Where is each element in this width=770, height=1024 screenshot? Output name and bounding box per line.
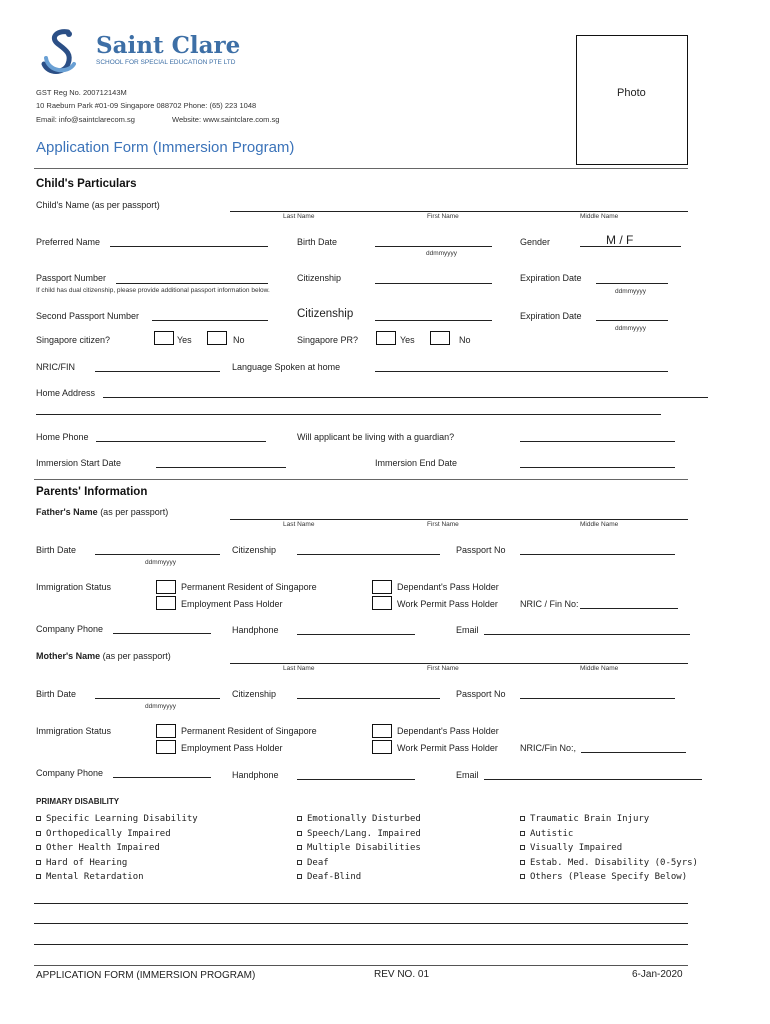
- father-as-per-passport: (as per passport): [100, 507, 169, 517]
- birth-date-label: Birth Date: [297, 237, 338, 247]
- mother-birth-format: ddmmyyyy: [145, 703, 177, 710]
- nric-label: NRIC/FIN: [36, 362, 75, 372]
- citizenship-field[interactable]: [375, 283, 492, 284]
- second-expiration-field[interactable]: [596, 320, 668, 321]
- mother-email-label: Email: [456, 770, 479, 780]
- school-website: Website: www.saintclare.com.sg: [172, 115, 280, 124]
- photo-label: Photo: [617, 87, 646, 99]
- mother-name-bold: Mother's Name: [36, 651, 101, 661]
- mother-as-per-passport: (as per passport): [102, 651, 171, 661]
- disability-col-3: [520, 814, 698, 887]
- home-phone-label: Home Phone: [36, 432, 89, 442]
- father-dp-label: Dependant's Pass Holder: [397, 582, 499, 592]
- father-name-bold: Father's Name: [36, 507, 98, 517]
- specify-line-2[interactable]: [34, 923, 688, 924]
- mother-passport-field[interactable]: [520, 698, 675, 699]
- father-birth-format: ddmmyyyy: [145, 559, 177, 566]
- footer-form-name: APPLICATION FORM (IMMERSION PROGRAM): [36, 970, 256, 981]
- mother-name-field[interactable]: [230, 663, 688, 664]
- school-address: 10 Raeburn Park #01-09 Singapore 088702 Phone: (65) 223 1048: [36, 101, 257, 110]
- checkbox-icon: [520, 831, 525, 836]
- father-citizenship-field[interactable]: [297, 554, 440, 555]
- checkbox-icon: [297, 816, 302, 821]
- last-name-sublabel: Last Name: [283, 213, 315, 220]
- disability-option[interactable]: [36, 843, 198, 858]
- gst-number: GST Reg No. 200712143M: [36, 88, 127, 97]
- checkbox-icon: [520, 816, 525, 821]
- disability-label: Orthopedically Impaired: [46, 828, 171, 839]
- disability-label: Other Health Impaired: [46, 843, 160, 854]
- sg-citizen-no-label: No: [233, 335, 245, 345]
- father-wp-checkbox[interactable]: [372, 596, 392, 610]
- end-date-label: Immersion End Date: [375, 458, 458, 468]
- disability-option[interactable]: [297, 814, 421, 829]
- start-date-field[interactable]: [156, 467, 286, 468]
- second-expiration-format: ddmmyyyy: [615, 325, 647, 332]
- disability-option[interactable]: [520, 843, 698, 858]
- preferred-name-field[interactable]: [110, 246, 268, 247]
- disability-label: Autistic: [530, 828, 574, 839]
- second-citizenship-label: Citizenship: [297, 308, 354, 320]
- father-nric-label: NRIC / Fin No:: [520, 599, 579, 609]
- disability-label: Deaf-Blind: [307, 872, 362, 883]
- sg-citizen-yes-checkbox[interactable]: [154, 331, 174, 345]
- father-company-phone-field[interactable]: [113, 633, 211, 634]
- father-passport-field[interactable]: [520, 554, 675, 555]
- disability-title: PRIMARY DISABILITY: [36, 797, 120, 806]
- disability-col-1: [36, 814, 198, 887]
- child-section-title: Child's Particulars: [36, 178, 137, 190]
- end-date-field[interactable]: [520, 467, 675, 468]
- father-handphone-field[interactable]: [297, 634, 415, 635]
- checkbox-icon: [297, 831, 302, 836]
- disability-label: Visually Impaired: [530, 843, 623, 854]
- middle-name-sublabel: Middle Name: [580, 213, 619, 220]
- specify-line-3[interactable]: [34, 944, 688, 945]
- second-expiration-label: Expiration Date: [520, 311, 582, 321]
- expiration-date-format: ddmmyyyy: [615, 288, 647, 295]
- disability-col-2: [297, 814, 421, 887]
- checkbox-icon: [297, 860, 302, 865]
- mother-wp-label: Work Permit Pass Holder: [397, 743, 498, 753]
- disability-option[interactable]: [297, 843, 421, 858]
- photo-box[interactable]: [576, 35, 688, 165]
- mother-passport-label: Passport No: [456, 689, 506, 699]
- expiration-date-field[interactable]: [596, 283, 668, 284]
- gender-options: M / F: [606, 233, 634, 247]
- sg-pr-yes-checkbox[interactable]: [376, 331, 396, 345]
- disability-option[interactable]: [36, 858, 198, 873]
- father-email-field[interactable]: [484, 634, 690, 635]
- mother-birth-date-label: Birth Date: [36, 689, 77, 699]
- disability-label: Mental Retardation: [46, 872, 144, 883]
- father-ep-label: Employment Pass Holder: [181, 599, 283, 609]
- mother-immigration-label: Immigration Status: [36, 726, 112, 736]
- disability-option[interactable]: [297, 872, 421, 887]
- disability-option[interactable]: [36, 814, 198, 829]
- guardian-field[interactable]: [520, 441, 675, 442]
- father-handphone-label: Handphone: [232, 625, 279, 635]
- checkbox-icon: [520, 845, 525, 850]
- home-address-field-2[interactable]: [36, 414, 661, 415]
- sg-pr-yes-label: Yes: [400, 335, 415, 345]
- disability-option[interactable]: [36, 829, 198, 844]
- checkbox-icon: [297, 845, 302, 850]
- checkbox-icon: [36, 816, 41, 821]
- mother-nric-field[interactable]: [581, 752, 686, 753]
- dual-citizenship-note: If child has dual citizenship, please provide additional passport information below.: [36, 287, 270, 294]
- father-dp-checkbox[interactable]: [372, 580, 392, 594]
- specify-line-1[interactable]: [34, 903, 688, 904]
- sg-pr-no-label: No: [459, 335, 471, 345]
- brand-name: Saint Clare: [96, 32, 241, 59]
- mother-first-sublabel: First Name: [427, 665, 459, 672]
- second-citizenship-field[interactable]: [375, 320, 492, 321]
- form-title: Application Form (Immersion Program): [36, 139, 295, 156]
- parents-section-title: Parents' Information: [36, 486, 148, 498]
- disability-label: Emotionally Disturbed: [307, 814, 421, 824]
- mother-company-phone-label: Company Phone: [36, 768, 104, 778]
- footer-rev: REV NO. 01: [374, 969, 430, 980]
- mother-nric-label: NRIC/Fin No:,: [520, 743, 577, 753]
- checkbox-icon: [520, 860, 525, 865]
- disability-option[interactable]: [297, 858, 421, 873]
- father-nric-field[interactable]: [580, 608, 678, 609]
- birth-date-format: ddmmyyyy: [426, 250, 458, 257]
- mother-citizenship-label: Citizenship: [232, 689, 277, 699]
- checkbox-icon: [36, 860, 41, 865]
- disability-option[interactable]: [520, 858, 698, 873]
- mother-company-phone-field[interactable]: [113, 777, 211, 778]
- mother-email-field[interactable]: [484, 779, 702, 780]
- footer-divider: [34, 965, 688, 966]
- passport-number-label: Passport Number: [36, 273, 107, 283]
- school-email: Email: info@saintclarecom.sg: [36, 115, 135, 124]
- disability-option[interactable]: [520, 872, 698, 887]
- disability-label: Deaf: [307, 857, 329, 868]
- mother-name-label: [36, 651, 171, 661]
- father-company-phone-label: Company Phone: [36, 624, 104, 634]
- checkbox-icon: [36, 845, 41, 850]
- father-name-label: [36, 507, 168, 517]
- father-last-sublabel: Last Name: [283, 521, 315, 528]
- father-birth-date-label: Birth Date: [36, 545, 77, 555]
- disability-label: Others (Please Specify Below): [530, 872, 688, 883]
- father-email-label: Email: [456, 625, 479, 635]
- first-name-sublabel: First Name: [427, 213, 459, 220]
- child-name-field[interactable]: [230, 211, 688, 212]
- checkbox-icon: [297, 874, 302, 879]
- child-divider: [34, 479, 688, 480]
- language-field[interactable]: [375, 371, 668, 372]
- father-pr-label: Permanent Resident of Singapore: [181, 582, 317, 592]
- citizenship-label: Citizenship: [297, 273, 342, 283]
- father-pr-checkbox[interactable]: [156, 580, 176, 594]
- mother-handphone-field[interactable]: [297, 779, 415, 780]
- checkbox-icon: [36, 831, 41, 836]
- start-date-label: Immersion Start Date: [36, 458, 122, 468]
- mother-pr-checkbox[interactable]: [156, 724, 176, 738]
- title-divider: [34, 168, 688, 169]
- mother-pr-label: Permanent Resident of Singapore: [181, 726, 317, 736]
- mother-ep-label: Employment Pass Holder: [181, 743, 283, 753]
- mother-middle-sublabel: Middle Name: [580, 665, 619, 672]
- mother-handphone-label: Handphone: [232, 770, 279, 780]
- father-wp-label: Work Permit Pass Holder: [397, 599, 498, 609]
- brand-subtitle: SCHOOL FOR SPECIAL EDUCATION PTE LTD: [96, 59, 236, 66]
- sg-pr-no-checkbox[interactable]: [430, 331, 450, 345]
- disability-option[interactable]: [520, 829, 698, 844]
- father-first-sublabel: First Name: [427, 521, 459, 528]
- swirl-logo-icon: [38, 28, 82, 78]
- mother-dp-label: Dependant's Pass Holder: [397, 726, 499, 736]
- nric-field[interactable]: [95, 371, 220, 372]
- disability-label: Estab. Med. Disability (0-5yrs): [530, 857, 698, 868]
- disability-label: Speech/Lang. Impaired: [307, 828, 421, 839]
- disability-option[interactable]: [520, 814, 698, 829]
- home-address-label: Home Address: [36, 388, 96, 398]
- mother-ep-checkbox[interactable]: [156, 740, 176, 754]
- disability-label: Specific Learning Disability: [46, 814, 198, 824]
- mother-wp-checkbox[interactable]: [372, 740, 392, 754]
- home-address-field-1[interactable]: [103, 397, 708, 398]
- second-passport-field[interactable]: [152, 320, 268, 321]
- father-middle-sublabel: Middle Name: [580, 521, 619, 528]
- father-passport-label: Passport No: [456, 545, 506, 555]
- expiration-date-label: Expiration Date: [520, 273, 582, 283]
- father-name-field[interactable]: [230, 519, 688, 520]
- sg-citizen-yes-label: Yes: [177, 335, 192, 345]
- sg-pr-label: Singapore PR?: [297, 335, 359, 345]
- passport-number-field[interactable]: [116, 283, 268, 284]
- father-citizenship-label: Citizenship: [232, 545, 277, 555]
- mother-dp-checkbox[interactable]: [372, 724, 392, 738]
- mother-birth-date-field[interactable]: [95, 698, 220, 699]
- language-label: Language Spoken at home: [232, 362, 341, 372]
- disability-label: Hard of Hearing: [46, 857, 128, 868]
- checkbox-icon: [36, 874, 41, 879]
- sg-citizen-no-checkbox[interactable]: [207, 331, 227, 345]
- disability-option[interactable]: [36, 872, 198, 887]
- father-birth-date-field[interactable]: [95, 554, 220, 555]
- school-logo: [38, 28, 248, 78]
- footer-date: 6-Jan-2020: [632, 969, 683, 980]
- disability-option[interactable]: [297, 829, 421, 844]
- preferred-name-label: Preferred Name: [36, 237, 101, 247]
- child-name-label: Child's Name (as per passport): [36, 200, 160, 210]
- checkbox-icon: [520, 874, 525, 879]
- disability-label: Traumatic Brain Injury: [530, 814, 650, 824]
- father-ep-checkbox[interactable]: [156, 596, 176, 610]
- second-passport-label: Second Passport Number: [36, 311, 140, 321]
- father-immigration-label: Immigration Status: [36, 582, 112, 592]
- mother-last-sublabel: Last Name: [283, 665, 315, 672]
- birth-date-field[interactable]: [375, 246, 492, 247]
- home-phone-field[interactable]: [96, 441, 266, 442]
- disability-label: Multiple Disabilities: [307, 843, 421, 854]
- sg-citizen-label: Singapore citizen?: [36, 335, 111, 345]
- mother-citizenship-field[interactable]: [297, 698, 440, 699]
- gender-label: Gender: [520, 237, 551, 247]
- guardian-question: Will applicant be living with a guardian?: [297, 432, 455, 442]
